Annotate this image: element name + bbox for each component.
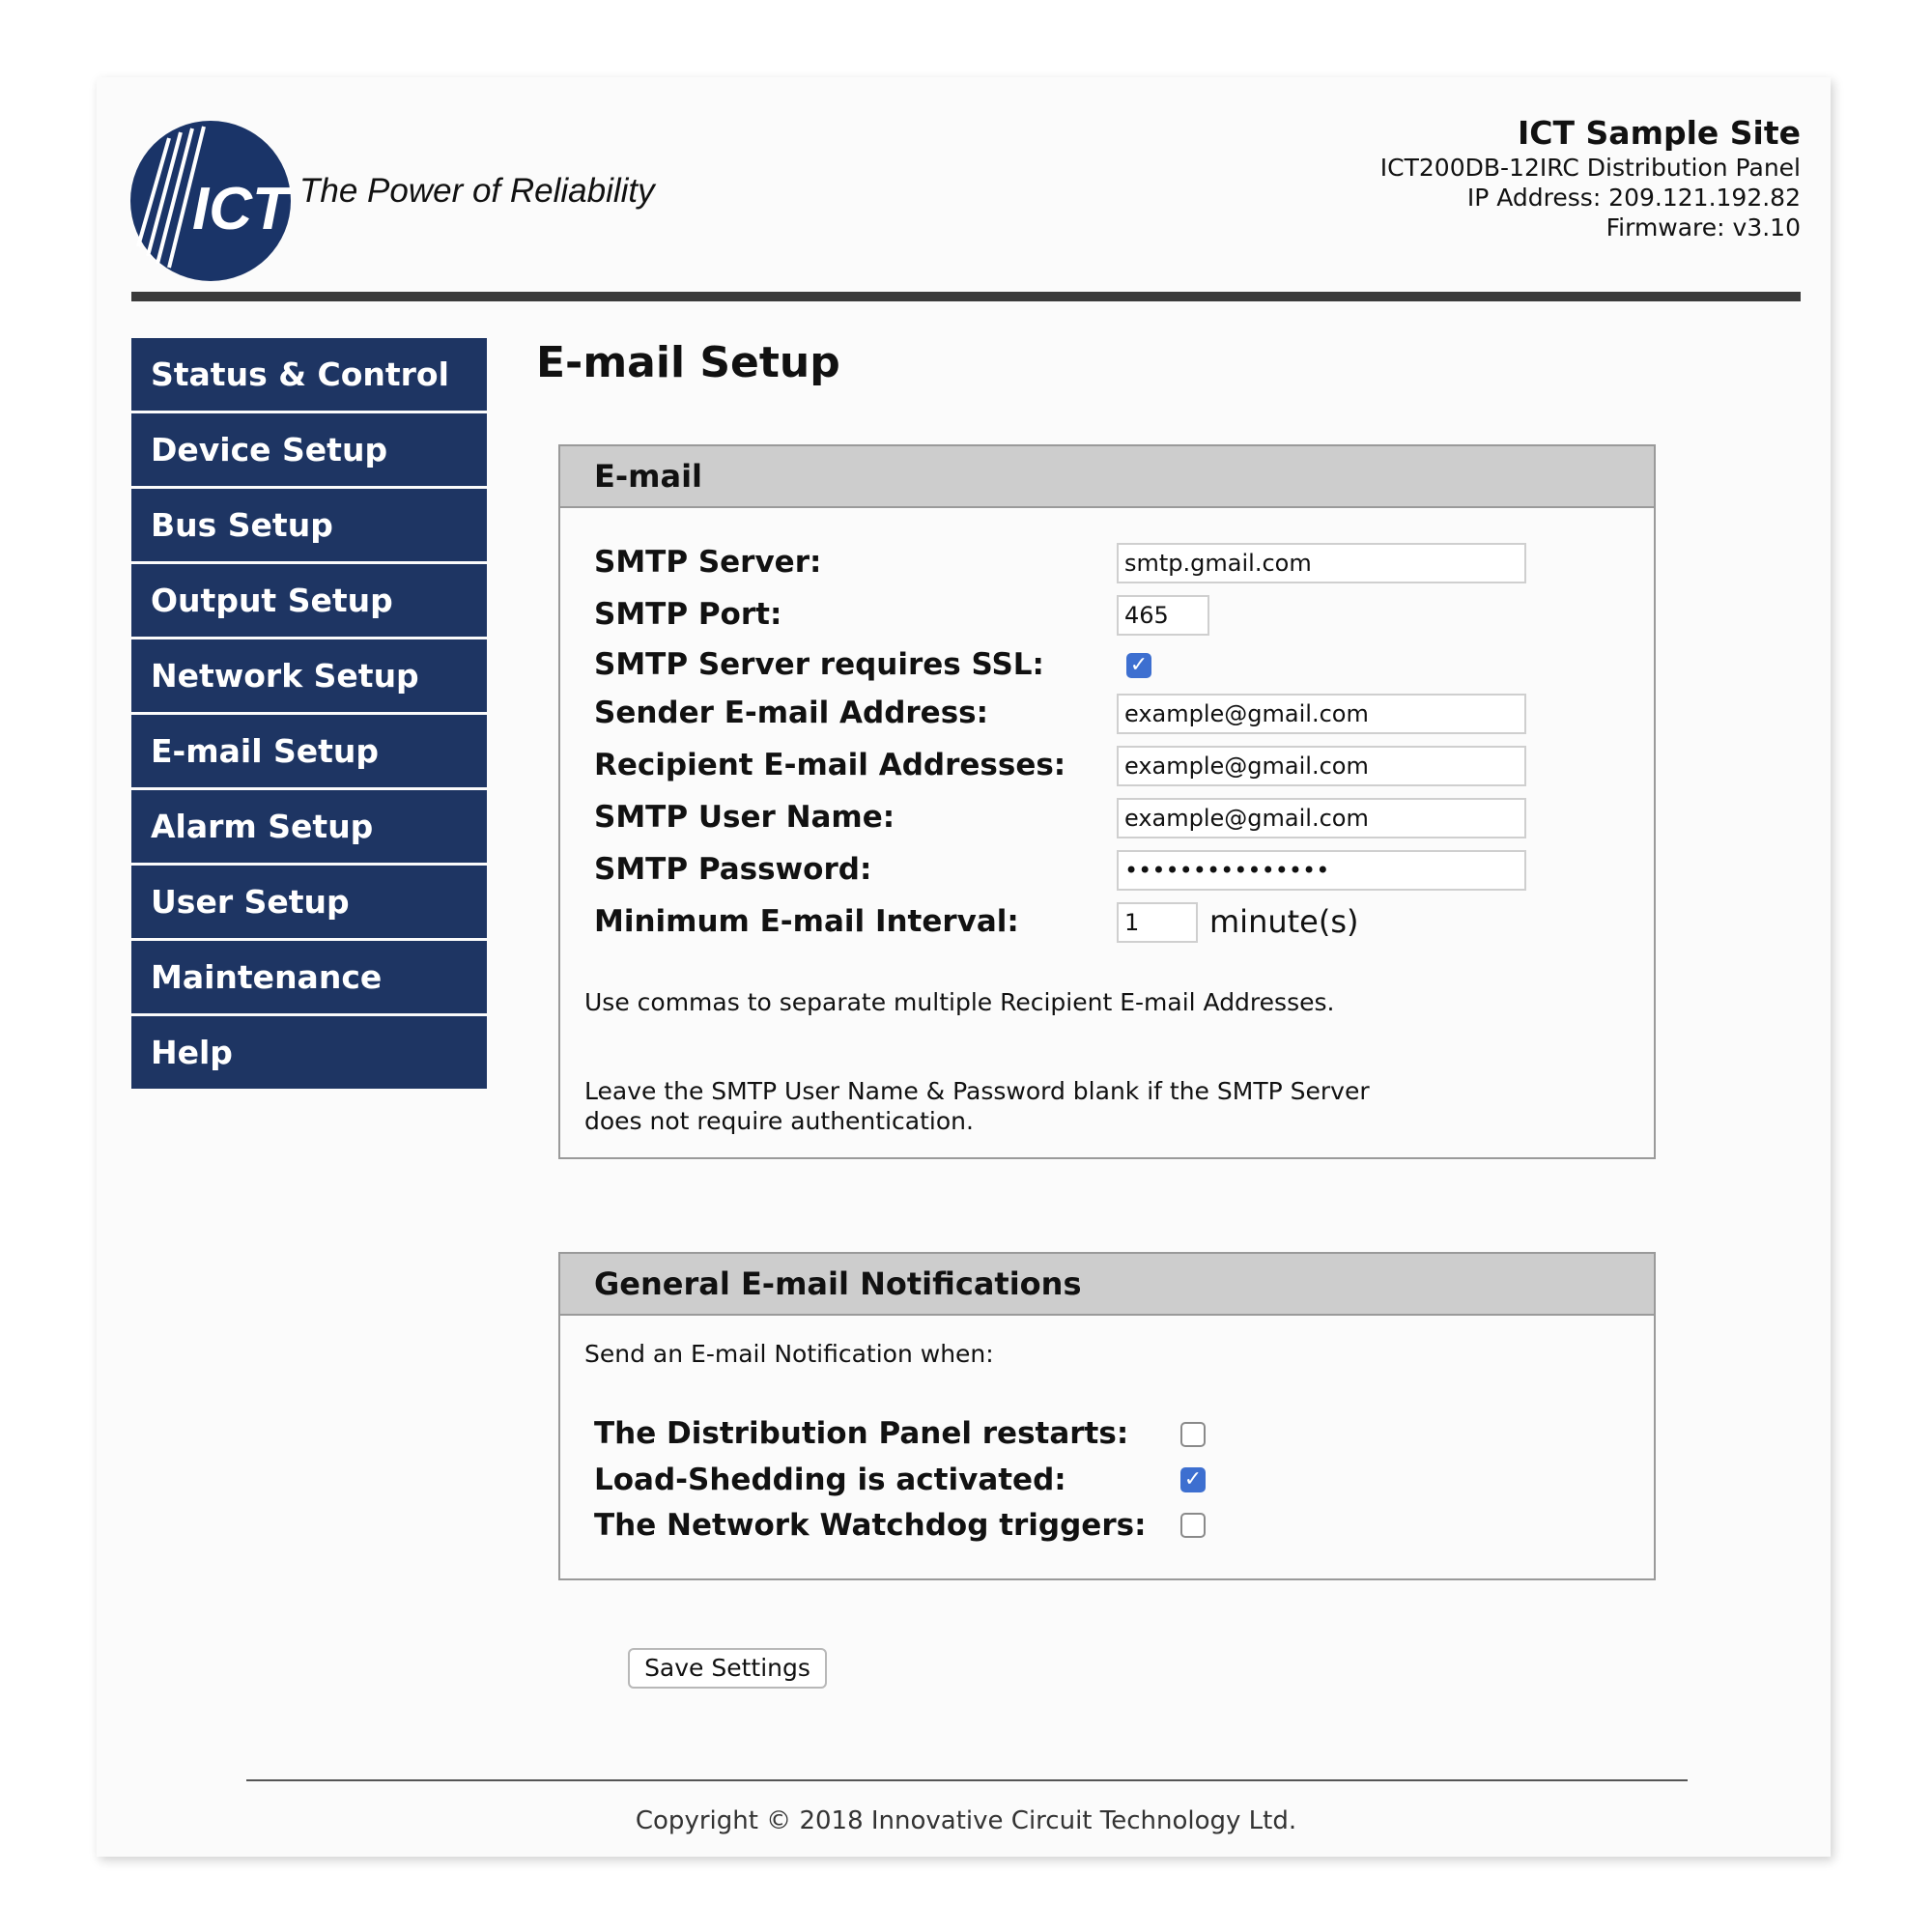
page-title: E-mail Setup (536, 338, 840, 387)
svg-text:ICT: ICT (192, 176, 289, 242)
watchdog-label: The Network Watchdog triggers: (594, 1508, 1147, 1543)
sidebar-nav (131, 338, 487, 1092)
nav-device-setup[interactable]: Device Setup (131, 413, 487, 486)
nav-user-setup[interactable]: User Setup (131, 866, 487, 938)
notifications-intro: Send an E-mail Notification when: (584, 1340, 994, 1368)
interval-label: Minimum E-mail Interval: (594, 904, 1019, 939)
ssl-checkbox[interactable]: ✓ (1126, 653, 1151, 678)
restart-label: The Distribution Panel restarts: (594, 1416, 1129, 1451)
sender-input[interactable]: example@gmail.com (1117, 694, 1526, 734)
ssl-label: SMTP Server requires SSL: (594, 647, 1044, 682)
restart-checkbox[interactable] (1180, 1422, 1206, 1447)
recipient-label: Recipient E-mail Addresses: (594, 748, 1066, 782)
firmware-version: Firmware: v3.10 (1605, 213, 1801, 242)
nav-output-setup[interactable]: Output Setup (131, 564, 487, 637)
nav-help[interactable]: Help (131, 1016, 487, 1089)
watchdog-checkbox[interactable] (1180, 1513, 1206, 1538)
loadshed-label: Load-Shedding is activated: (594, 1463, 1066, 1497)
ip-address: IP Address: 209.121.192.82 (1466, 184, 1801, 212)
ict-logo (130, 121, 291, 281)
smtp-server-input[interactable]: smtp.gmail.com (1117, 543, 1526, 583)
smtp-password-input[interactable]: ••••••••••••••• (1117, 850, 1526, 891)
sender-label: Sender E-mail Address: (594, 696, 989, 730)
smtp-port-input[interactable]: 465 (1117, 595, 1209, 636)
nav-email-setup[interactable]: E-mail Setup (131, 715, 487, 787)
smtp-user-input[interactable]: example@gmail.com (1117, 798, 1526, 838)
email-panel-heading: E-mail (560, 446, 1654, 508)
save-settings-button[interactable]: Save Settings (628, 1648, 827, 1689)
loadshed-checkbox[interactable]: ✓ (1180, 1467, 1206, 1492)
smtp-server-label: SMTP Server: (594, 545, 822, 580)
header-divider (131, 292, 1801, 301)
nav-bus-setup[interactable]: Bus Setup (131, 489, 487, 561)
interval-input[interactable]: 1 (1117, 902, 1198, 943)
notifications-panel-heading: General E-mail Notifications (560, 1254, 1654, 1316)
note-commas: Use commas to separate multiple Recipient E-mail Addresses. (584, 988, 1335, 1016)
site-title: ICT Sample Site (1518, 114, 1801, 152)
nav-status-control[interactable]: Status & Control (131, 338, 487, 411)
notifications-panel (558, 1252, 1656, 1580)
nav-network-setup[interactable]: Network Setup (131, 639, 487, 712)
site-info (1380, 114, 1801, 242)
note-blank-line2: does not require authentication. (584, 1107, 974, 1135)
interval-unit: minute(s) (1209, 903, 1359, 940)
smtp-password-label: SMTP Password: (594, 852, 872, 887)
note-blank-line1: Leave the SMTP User Name & Password blank if the SMTP Server (584, 1077, 1370, 1105)
copyright: Copyright © 2018 Innovative Circuit Technology Ltd. (635, 1806, 1297, 1835)
smtp-user-label: SMTP User Name: (594, 800, 895, 835)
tagline: The Power of Reliability (299, 172, 655, 210)
smtp-port-label: SMTP Port: (594, 597, 782, 632)
nav-alarm-setup[interactable]: Alarm Setup (131, 790, 487, 863)
footer-divider (246, 1779, 1688, 1781)
email-panel (558, 444, 1656, 1159)
device-model: ICT200DB-12IRC Distribution Panel (1379, 154, 1801, 182)
recipient-input[interactable]: example@gmail.com (1117, 746, 1526, 786)
nav-maintenance[interactable]: Maintenance (131, 941, 487, 1013)
